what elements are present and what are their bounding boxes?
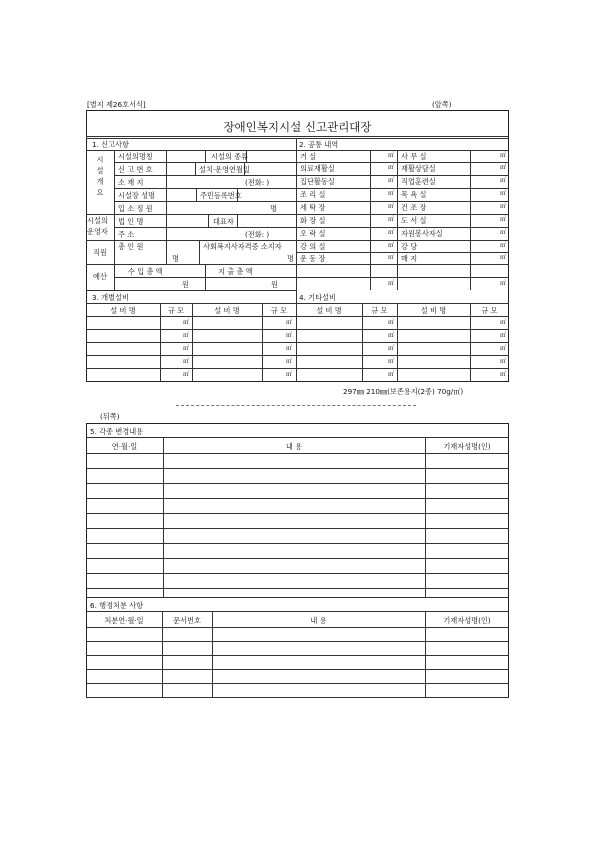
row-line xyxy=(86,573,509,574)
area-unit: ㎡ xyxy=(500,371,507,378)
group-label-facility: 시 설 개 요 xyxy=(96,155,104,197)
row-line xyxy=(86,483,509,484)
area-unit: ㎡ xyxy=(183,345,190,352)
section-2-heading: 2. 공통 내역 xyxy=(299,140,339,149)
section-6-heading: 6. 행정처분 사항 xyxy=(90,601,144,610)
area-unit: ㎡ xyxy=(286,345,293,352)
label-total-staff: 총 인 원 xyxy=(118,242,144,251)
common-facility-right: 사 무 실 xyxy=(401,152,427,161)
label-report-no: 신 고 번 호 xyxy=(118,165,153,174)
label-income: 수 입 총 액 xyxy=(128,267,163,276)
s5-col-signer: 기재자성명(인) xyxy=(443,442,491,451)
row-line xyxy=(86,468,509,469)
label-install-date: 설치·운영연월일 xyxy=(199,165,250,174)
area-unit: ㎡ xyxy=(388,280,395,287)
area-unit: ㎡ xyxy=(500,177,507,184)
area-unit: ㎡ xyxy=(500,280,507,287)
scale-header: 규 모 xyxy=(270,306,288,315)
label-address: 주 소 xyxy=(118,230,135,239)
group-label-operator-1: 시설의 xyxy=(87,216,108,225)
common-facility-left: 운 동 장 xyxy=(300,254,326,263)
section-5-heading: 5. 각종 변경내용 xyxy=(90,427,144,436)
common-facility-right: 건 조 장 xyxy=(401,203,427,212)
label-capacity-unit: 명 xyxy=(270,204,277,213)
label-head-name: 시설장 성명 xyxy=(118,191,156,200)
equipment-name-header: 설 비 명 xyxy=(316,306,342,315)
area-unit: ㎡ xyxy=(388,371,395,378)
area-unit: ㎡ xyxy=(183,371,190,378)
common-facility-right: 강 당 xyxy=(401,242,418,251)
label-representative: 대표자 xyxy=(213,217,234,226)
equipment-name-header: 설 비 명 xyxy=(214,306,240,315)
area-unit: ㎡ xyxy=(183,319,190,326)
label-staff-unit-2: 명 xyxy=(287,254,294,263)
s6-col-docno: 문서번호 xyxy=(173,616,201,625)
row-line xyxy=(86,528,509,529)
area-unit: ㎡ xyxy=(388,152,395,159)
group-label-staff: 직원 xyxy=(93,248,107,257)
cut-line xyxy=(176,405,416,406)
row-line xyxy=(86,697,509,698)
common-facility-right: 자원봉사자실 xyxy=(401,229,443,238)
area-unit: ㎡ xyxy=(286,371,293,378)
row-line xyxy=(86,588,509,589)
label-phone-1: (전화: ) xyxy=(245,178,270,187)
section-1-heading: 1. 신고사항 xyxy=(92,140,129,149)
common-facility-right: 매 지 xyxy=(401,254,418,263)
area-unit: ㎡ xyxy=(388,254,395,261)
area-unit: ㎡ xyxy=(500,229,507,236)
area-unit: ㎡ xyxy=(388,345,395,352)
common-facility-right: 도 서 실 xyxy=(401,216,427,225)
group-label-budget: 예산 xyxy=(93,272,107,281)
scale-header: 규 모 xyxy=(371,306,388,315)
area-unit: ㎡ xyxy=(500,254,507,261)
area-unit: ㎡ xyxy=(286,319,293,326)
area-unit: ㎡ xyxy=(500,242,507,249)
area-unit: ㎡ xyxy=(500,164,507,171)
scale-header: 규 모 xyxy=(481,306,498,315)
group-label-operator-2: 운영자 xyxy=(87,227,108,236)
area-unit: ㎡ xyxy=(500,152,507,159)
s6-col-content: 내 용 xyxy=(310,616,327,625)
form-number: [별지 제26호서식] xyxy=(87,100,146,109)
label-resident-no: 주민등록번호 xyxy=(200,191,242,200)
label-income-unit: 원 xyxy=(182,280,189,289)
label-corp-name: 법 인 명 xyxy=(118,217,144,226)
page-side-back: (뒤쪽) xyxy=(100,412,120,421)
area-unit: ㎡ xyxy=(500,203,507,210)
section-4-heading: 4. 기타설비 xyxy=(299,293,336,302)
area-unit: ㎡ xyxy=(388,190,395,197)
common-facility-left: 의료재활실 xyxy=(300,164,335,173)
area-unit: ㎡ xyxy=(183,358,190,365)
s5-col-date: 연·월·일 xyxy=(111,442,138,451)
row-line xyxy=(86,641,509,642)
label-social-worker: 사회복지사자격증 소지자 xyxy=(203,242,282,251)
area-unit: ㎡ xyxy=(388,203,395,210)
area-unit: ㎡ xyxy=(388,177,395,184)
common-facility-left: 강 의 실 xyxy=(300,242,326,251)
equipment-name-header: 설 비 명 xyxy=(420,306,447,315)
row-line xyxy=(86,558,509,559)
equipment-name-header: 설 비 명 xyxy=(110,306,136,315)
area-unit: ㎡ xyxy=(500,190,507,197)
area-unit: ㎡ xyxy=(388,216,395,223)
label-expense: 지 출 총 액 xyxy=(218,267,253,276)
area-unit: ㎡ xyxy=(500,358,507,365)
label-phone-2: (전화: ) xyxy=(245,230,270,239)
page-side-front: (앞쪽) xyxy=(432,100,452,109)
area-unit: ㎡ xyxy=(388,332,395,339)
area-unit: ㎡ xyxy=(388,319,395,326)
row-line xyxy=(86,655,509,656)
area-unit: ㎡ xyxy=(388,229,395,236)
area-unit: ㎡ xyxy=(183,332,190,339)
area-unit: ㎡ xyxy=(500,216,507,223)
row-line xyxy=(86,498,509,499)
row-line xyxy=(86,543,509,544)
page-title: 장애인복지시설 신고관리대장 xyxy=(223,120,372,134)
label-location: 소 재 지 xyxy=(118,178,144,187)
section-3-heading: 3. 개별설비 xyxy=(92,293,129,302)
row-line xyxy=(86,669,509,670)
area-unit: ㎡ xyxy=(388,358,395,365)
common-facility-right: 목 욕 실 xyxy=(401,190,427,199)
s6-col-signer: 기재자성명(인) xyxy=(443,616,491,625)
area-unit: ㎡ xyxy=(286,332,293,339)
common-facility-left: 오 락 실 xyxy=(300,229,326,238)
paper-spec: 297㎜ 210㎜(보존용지(2종) 70g/㎡) xyxy=(343,387,464,396)
back-form-frame xyxy=(86,423,509,698)
label-expense-unit: 원 xyxy=(271,280,278,289)
common-facility-left: 거 실 xyxy=(300,152,317,161)
common-facility-left: 세 탁 장 xyxy=(300,203,326,212)
common-facility-left: 조 리 실 xyxy=(300,190,326,199)
area-unit: ㎡ xyxy=(286,358,293,365)
common-facility-right: 재활상담실 xyxy=(401,164,436,173)
common-facility-left: 화 장 실 xyxy=(300,216,326,225)
common-facility-left: 집단활동실 xyxy=(300,177,335,186)
area-unit: ㎡ xyxy=(500,332,507,339)
row-line xyxy=(86,513,509,514)
area-unit: ㎡ xyxy=(500,345,507,352)
label-facility-type: 시설의 종류 xyxy=(211,152,249,161)
area-unit: ㎡ xyxy=(500,319,507,326)
area-unit: ㎡ xyxy=(388,242,395,249)
s5-col-content: 내 용 xyxy=(285,442,303,451)
s6-col-date: 처분연·월·일 xyxy=(104,616,144,625)
row-line xyxy=(86,683,509,684)
area-unit: ㎡ xyxy=(388,164,395,171)
label-facility-name: 시설의명칭 xyxy=(118,152,153,161)
scale-header: 규 모 xyxy=(167,306,185,315)
label-capacity: 입 소 정 원 xyxy=(118,204,153,213)
label-staff-unit-1: 명 xyxy=(172,254,179,263)
common-facility-right: 직업훈련실 xyxy=(401,177,436,186)
